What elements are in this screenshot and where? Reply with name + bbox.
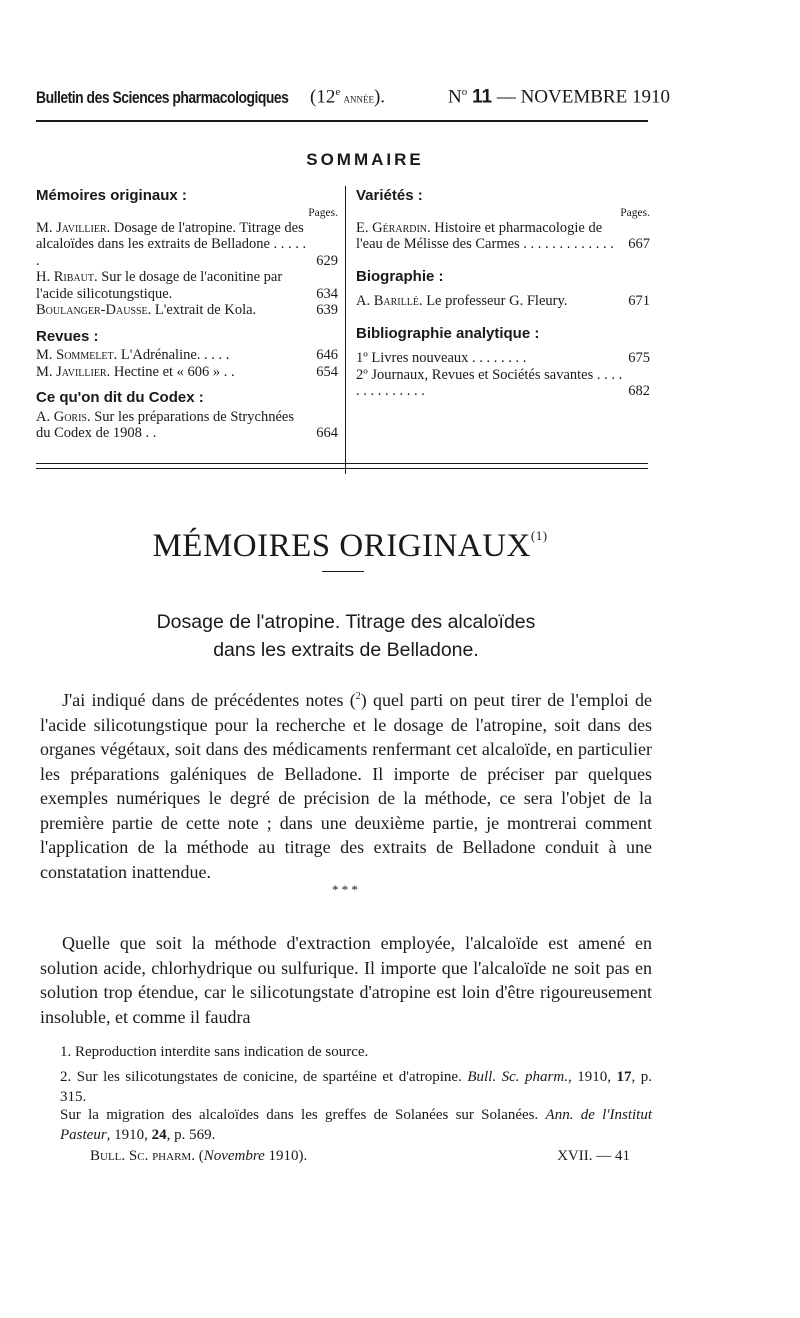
footnote-ref: (1) <box>530 528 548 543</box>
pages-label: Pages. <box>308 206 338 219</box>
toc-page: 639 <box>316 302 338 318</box>
toc-heading-biographie: Biographie : <box>356 267 444 285</box>
sommaire-right-column <box>356 188 650 400</box>
toc-page: 671 <box>628 293 650 309</box>
toc-entry[interactable]: 2º Journaux, Revues et Sociétés savantes . . . . . . . . . . . . . . 682 <box>356 366 650 399</box>
toc-entry[interactable]: E. Gérardin. Histoire et pharmacologie de l'eau de Mélisse des Carmes . . . . . . . . . . . . . 667 <box>356 219 650 252</box>
section-title: MÉMOIRES ORIGINAUX$^{(1)}$ <box>152 528 548 564</box>
paragraph: Quelle que soit la méthode d'extraction employée, l'alcaloïde est amené en solution acide, chlorhydrique ou sulfurique. Il importe que l'alcaloïde ne soit pas en solution trop étendue, car le silicotungstate d'atropine est loin d'être rigoureusement insoluble, et comme il faudra <box>40 933 652 1027</box>
sommaire-title: SOMMAIRE <box>306 150 424 169</box>
toc-page: 654 <box>316 363 338 380</box>
toc-entry[interactable]: M. Javillier. Hectine et « 606 » . . 654 <box>36 363 338 380</box>
paragraph: J'ai indiqué dans de précédentes notes ($^2$) quel parti on peut tirer de l'emploi de l'acide silicotungstique pour la recherche et le dosage de l'atropine, soit dans des organes végétaux, soit dans des médicaments renfermant cet alcaloïde, en particulier les préparations galéniques de Belladone. Il importe de préciser par quelques exemples numériques le degré de précision de la méthode, ce sera l'objet de la première partie de cette note ; dans une deuxième partie, je montrerai comment l'application de la méthode au titrage des extraits de Belladone conduit à une constatation inattendue. <box>40 690 652 882</box>
toc-heading-codex: Ce qu'on dit du Codex : <box>36 389 204 406</box>
toc-page: 646 <box>316 347 338 363</box>
toc-page: 634 <box>316 285 338 302</box>
asterism: * * * <box>332 882 358 897</box>
toc-entry[interactable]: A. Goris. Sur les préparations de Strychnées du Codex de 1908 . . 664 <box>36 408 338 441</box>
running-header <box>36 86 670 114</box>
article-title: Dosage de l'atropine. Titrage des alcaloïdes dans les extraits de Belladone. <box>156 611 536 661</box>
footnote: 2. Sur les silicotungstates de conicine, de spartéine et d'atropine. Bull. Sc. pharm., 1910, 17, p. 315. <box>60 1069 652 1105</box>
toc-page: 629 <box>316 252 338 269</box>
issue-number: $N^o$ 11 — NOVEMBRE 1910 <box>448 86 670 108</box>
sommaire-rule <box>36 463 648 464</box>
footer-signature: XVII. — 41 <box>557 1148 630 1164</box>
toc-heading-memoires: Mémoires originaux : <box>36 187 187 204</box>
pages-label: Pages. <box>620 206 650 219</box>
footnote: Sur la migration des alcaloïdes dans les greffes de Solanées sur Solanées. Ann. de l'Institut Pasteur, 1910, 24, p. 569. <box>60 1107 653 1143</box>
toc-page: 664 <box>316 425 338 441</box>
toc-entry[interactable]: H. Ribaut. Sur le dosage de l'aconitine par l'acide silicotungstique. 634 <box>36 269 338 302</box>
toc-page: 667 <box>628 236 650 252</box>
toc-page: 682 <box>628 383 650 399</box>
header-rule <box>36 120 648 122</box>
footnote: 1. Reproduction interdite sans indication de source. <box>60 1044 369 1060</box>
toc-heading-bibliographie: Bibliographie analytique : <box>356 324 540 342</box>
sommaire-left-column <box>36 188 338 442</box>
toc-entry[interactable]: 1º Livres nouveaux . . . . . . . . 675 <box>356 350 650 366</box>
column-divider <box>345 186 346 474</box>
journal-year: (12e année). <box>310 86 386 108</box>
toc-entry[interactable]: M. Javillier. Dosage de l'atropine. Titrage des alcaloïdes dans les extraits de Belladone . . . . . . 629 <box>36 219 338 269</box>
title-rule <box>322 571 364 572</box>
toc-entry[interactable]: M. Sommelet. L'Adrénaline. . . . . 646 <box>36 347 338 363</box>
toc-heading-varietes: Variétés : <box>356 187 423 204</box>
footnote-ref: 2 <box>355 691 361 702</box>
sommaire-rule <box>36 468 648 469</box>
toc-entry[interactable]: Boulanger-Dausse. L'extrait de Kola. 639 <box>36 302 338 318</box>
footer-citation: Bull. Sc. pharm. (Novembre 1910). <box>90 1148 308 1164</box>
toc-page: 675 <box>628 350 650 366</box>
toc-heading-revues: Revues : <box>36 327 99 345</box>
toc-entry[interactable]: A. Barillé. Le professeur G. Fleury. 671 <box>356 293 650 309</box>
journal-name: Bulletin des Sciences pharmacologiques <box>36 88 289 107</box>
